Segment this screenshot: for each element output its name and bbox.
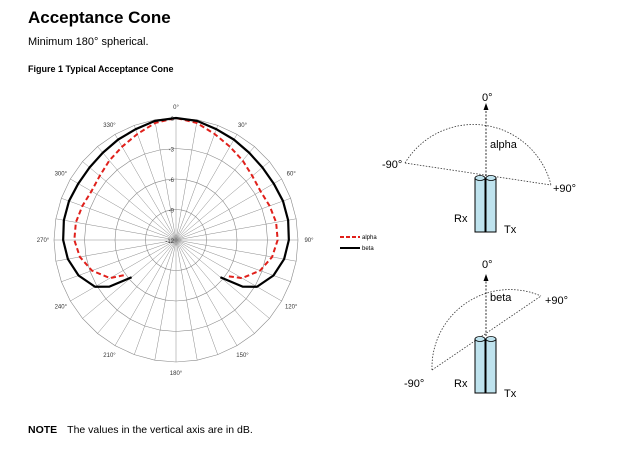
left-label-beta: -90° [404,378,425,390]
note-label: NOTE [28,424,58,436]
legend-alpha-label: alpha [362,235,377,241]
radial-tick-label: -12 [165,239,174,245]
angle-tick-label: 300° [54,171,68,178]
radial-tick-label: -9 [168,208,174,215]
tx-cap-alpha [486,176,496,181]
zero-label-alpha: 0° [482,92,493,104]
rx-cap-beta [475,337,485,342]
angle-tick-label: 210° [103,353,116,360]
angle-tick-label: 180° [169,371,183,377]
angle-tick-label: 30° [237,122,248,129]
arrow-head-alpha [484,103,489,110]
angle-tick-label: 270° [36,238,50,244]
note-text: The values in the vertical axis are in dB. [67,424,253,436]
legend-beta-label: beta [362,246,374,252]
angle-tick-label: 330° [103,122,116,129]
rx-cap-alpha [475,176,485,181]
radial-tick-label: 0 [170,117,174,123]
note [28,424,253,436]
rx-post-beta [475,339,485,393]
arrow-head-beta [484,274,489,281]
right-label-beta: +90° [545,295,569,307]
tx-cap-beta [486,337,496,342]
tx-label-beta: Tx [504,388,517,400]
angle-label-alpha: alpha [490,139,517,151]
radial-tick-label: -6 [168,178,174,184]
angle-tick-label: 150° [236,353,249,360]
angle-tick-label: 60° [286,171,296,178]
chart-legend [340,235,377,252]
page-subtitle: Minimum 180° spherical. [28,36,149,48]
figure-caption: Figure 1 Typical Acceptance Cone [28,64,174,74]
polar-grid [54,118,298,362]
rx-label-beta: Rx [454,378,468,390]
angle-label-beta: beta [490,292,512,304]
acceptance-diagram-beta [404,259,568,400]
rx-post-alpha [475,178,485,232]
page-title: Acceptance Cone [28,8,171,27]
radial-tick-label: -3 [168,147,174,154]
left-label-alpha: -90° [382,159,403,171]
angle-tick-label: 0° [173,105,179,111]
angle-tick-label: 90° [304,238,314,244]
tx-post-alpha [486,178,496,232]
angle-tick-label: 120° [284,304,298,311]
angle-tick-label: 240° [54,304,68,311]
zero-label-beta: 0° [482,259,493,271]
right-label-alpha: +90° [553,183,577,195]
rx-label-alpha: Rx [454,213,468,225]
tx-label-alpha: Tx [504,224,517,236]
acceptance-diagram-alpha [382,92,576,236]
tx-post-beta [486,339,496,393]
